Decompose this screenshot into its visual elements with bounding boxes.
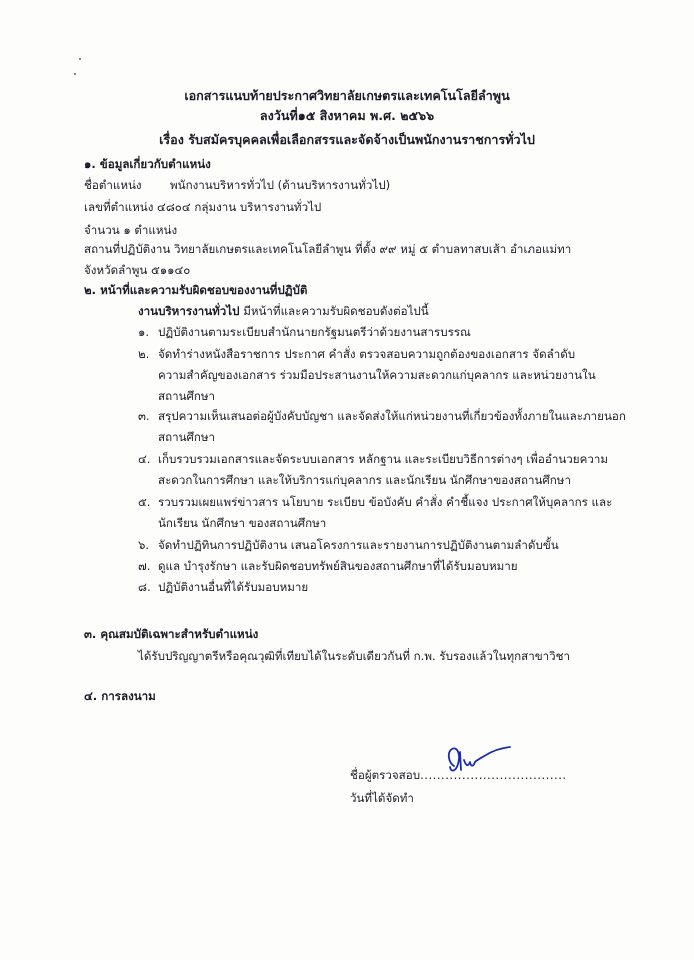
duties-intro bbox=[138, 303, 429, 319]
list-item bbox=[138, 494, 612, 510]
signature-line: ................................... bbox=[420, 768, 567, 782]
section4-heading: ๔. การลงนาม bbox=[84, 689, 156, 703]
handwritten-signature bbox=[420, 740, 515, 780]
doc-title-date: ลงวันที่๑๕ สิงหาคม พ.ศ. ๒๕๖๖ bbox=[259, 108, 435, 123]
list-item-text: ดูแล บำรุงรักษา และรับผิดชอบทรัพย์สินของสถานศึกษาที่ได้รับมอบหมาย bbox=[158, 559, 518, 573]
list-item-text: ปฏิบัติงานตามระเบียบสำนักนายกรัฐมนตรีว่าด้วยงานสารบรรณ bbox=[158, 325, 471, 339]
list-item-text: จัดทำปฏิทินการปฏิบัติงาน เสนอโครงการและรายงานการปฏิบัติงานตามลำดับขั้น bbox=[158, 538, 559, 552]
date-label: วันที่ได้จัดทำ bbox=[350, 791, 414, 805]
list-item-continuation: สะดวกในการศึกษา และให้บริการแก่บุคลากร และนักเรียน นักศึกษาของสถานศึกษา bbox=[158, 473, 571, 487]
list-item bbox=[138, 408, 626, 424]
list-item-number: ๓. bbox=[138, 409, 150, 423]
list-item bbox=[138, 579, 308, 595]
list-item-continuation: ความสำคัญของเอกสาร ร่วมมือประสานงานให้ความสะดวกแก่บุคลากร และหน่วยงานใน bbox=[158, 368, 596, 382]
list-item-text: รวบรวมเผยแพร่ข่าวสาร นโยบาย ระเบียบ ข้อบังคับ คำสั่ง คำชี้แจง ประกาศให้บุคลากร และ bbox=[158, 495, 613, 509]
checker-label: ชื่อผู้ตรวจสอบ bbox=[350, 768, 421, 782]
list-item-number: ๔. bbox=[138, 452, 151, 466]
list-item-text: สรุปความเห็นเสนอต่อผู้บังคับบัญชา และจัดส่งให้แก่หน่วยงานที่เกี่ยวข้องทั้งภายในและภายนอก bbox=[158, 409, 626, 423]
list-item bbox=[138, 558, 518, 574]
list-item bbox=[138, 324, 471, 340]
duties-intro-bold: งานบริหารงานทั่วไป bbox=[138, 304, 240, 318]
section2-heading: ๒. หน้าที่และความรับผิดชอบของงานที่ปฏิบัติ bbox=[84, 283, 308, 297]
position-label: ชื่อตำแหน่ง bbox=[84, 178, 142, 192]
list-item bbox=[138, 451, 608, 467]
doc-title-line1: เอกสารแนบท้ายประกาศวิทยาลัยเกษตรและเทคโนโลยีลำพูน bbox=[184, 88, 510, 103]
qualification-text: ได้รับปริญญาตรีหรือคุณวุฒิที่เทียบได้ในระดับเดียวกันที่ ก.พ. รับรองแล้วในทุกสาขาวิชา bbox=[138, 649, 571, 663]
scan-speck bbox=[74, 73, 76, 75]
position-count: จำนวน ๑ ตำแหน่ง bbox=[84, 223, 178, 237]
list-item-text: เก็บรวบรวมเอกสารและจัดระบบเอกสาร หลักฐาน และระเบียบวิธีการต่างๆ เพื่ออำนวยความ bbox=[158, 452, 608, 466]
list-item-text: ปฏิบัติงานอื่นที่ได้รับมอบหมาย bbox=[158, 580, 309, 594]
work-location-line1: สถานที่ปฏิบัติงาน วิทยาลัยเกษตรและเทคโนโลยีลำพูน ที่ตั้ง ๙๙ หมู่ ๕ ตำบลทาสบเส้า อำเภอแม่ทา bbox=[84, 242, 572, 256]
list-item-continuation: นักเรียน นักศึกษา ของสถานศึกษา bbox=[158, 516, 327, 530]
work-location-line2: จังหวัดลำพูน ๕๑๑๔๐ bbox=[84, 263, 191, 277]
list-item-text: จัดทำร่างหนังสือราชการ ประกาศ คำสั่ง ตรวจสอบความถูกต้องของเอกสาร จัดลำดับ bbox=[158, 347, 576, 361]
doc-subject: เรื่อง รับสมัครบุคคลเพื่อเลือกสรรและจัดจ้างเป็นพนักงานราชการทั่วไป bbox=[159, 132, 535, 147]
position-row bbox=[84, 177, 390, 193]
section1-heading: ๑. ข้อมูลเกี่ยวกับตำแหน่ง bbox=[84, 157, 211, 171]
list-item-number: ๒. bbox=[138, 347, 150, 361]
duties-intro-rest: มีหน้าที่และความรับผิดชอบดังต่อไปนี้ bbox=[239, 304, 429, 318]
list-item bbox=[138, 346, 575, 362]
list-item-number: ๗. bbox=[138, 559, 151, 573]
section3-heading: ๓. คุณสมบัติเฉพาะสำหรับตำแหน่ง bbox=[84, 627, 259, 641]
position-number: เลขที่ตำแหน่ง ๔๘๐๔ กลุ่มงาน บริหารงานทั่วไป bbox=[84, 200, 322, 214]
list-item bbox=[138, 537, 559, 553]
list-item-number: ๕. bbox=[138, 495, 151, 509]
scan-speck bbox=[79, 58, 81, 60]
list-item-continuation: สถานศึกษา bbox=[158, 389, 216, 403]
list-item-continuation: สถานศึกษา bbox=[158, 430, 216, 444]
list-item-number: ๖. bbox=[138, 538, 150, 552]
list-item-number: ๑. bbox=[138, 325, 150, 339]
list-item-number: ๘. bbox=[138, 580, 151, 594]
position-value: พนักงานบริหารทั่วไป (ด้านบริหารงานทั่วไป) bbox=[170, 178, 391, 192]
